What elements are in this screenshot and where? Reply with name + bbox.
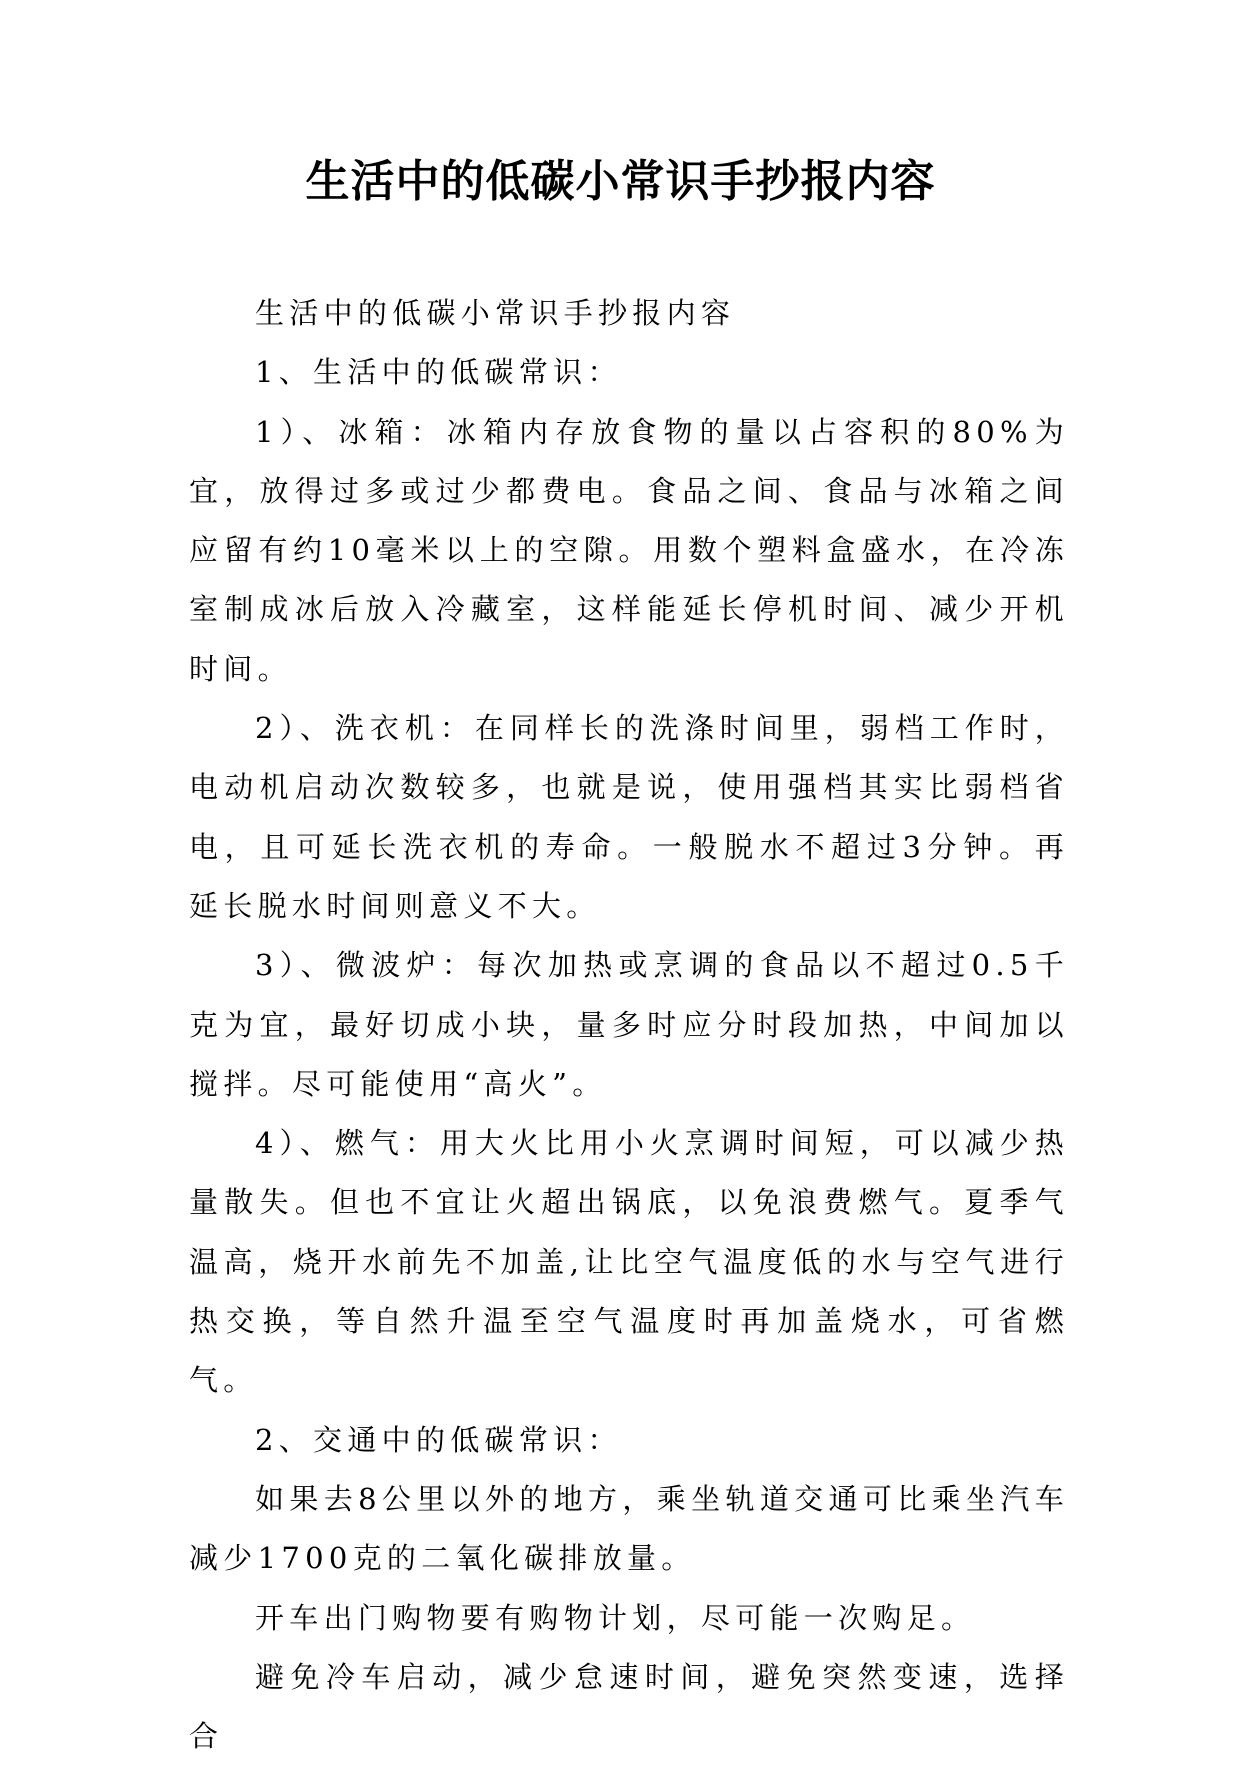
paragraph-shopping-plan: 开车出门购物要有购物计划，尽可能一次购足。	[255, 1600, 976, 1635]
document-title: 生活中的低碳小常识手抄报内容	[305, 156, 936, 207]
document-body	[189, 284, 1069, 1766]
paragraph-section-2-heading: 2、交通中的低碳常识：	[255, 1422, 622, 1457]
paragraph-section-1-heading: 1、生活中的低碳常识：	[255, 355, 622, 390]
paragraph-gas: 4）、燃气：用大火比用小火烹调时间短，可以减少热量散失。但也不宜让火超出锅底，以免浪费燃气。夏季气温高，烧开水前先不加盖,让比空气温度低的水与空气进行热交换，等自然升温至空气温度时再加盖烧水，可省燃气。	[189, 1126, 1069, 1398]
paragraph-washing-machine: 2）、洗衣机：在同样长的洗涤时间里，弱档工作时，电动机启动次数较多，也就是说，使用强档其实比弱档省电，且可延长洗衣机的寿命。一般脱水不超过3分钟。再延长脱水时间则意义不大。	[189, 711, 1069, 923]
paragraph-subtitle: 生活中的低碳小常识手抄报内容	[255, 296, 736, 330]
paragraph-rail-transit: 如果去8公里以外的地方，乘坐轨道交通可比乘坐汽车减少1700克的二氧化碳排放量。	[189, 1481, 1069, 1576]
paragraph-cold-start: 避免冷车启动，减少怠速时间，避免突然变速，选择合	[189, 1659, 1069, 1754]
paragraph-microwave: 3）、微波炉：每次加热或烹调的食品以不超过0.5千克为宜，最好切成小块，量多时应分时段加热，中间加以搅拌。尽可能使用“高火”。	[189, 948, 1069, 1101]
paragraph-fridge: 1）、冰箱：冰箱内存放食物的量以占容积的80%为宜，放得过多或过少都费电。食品之间、食品与冰箱之间应留有约10毫米以上的空隙。用数个塑料盒盛水，在冷冻室制成冰后放入冷藏室，这样能延长停机时间、减少开机时间。	[189, 414, 1069, 686]
